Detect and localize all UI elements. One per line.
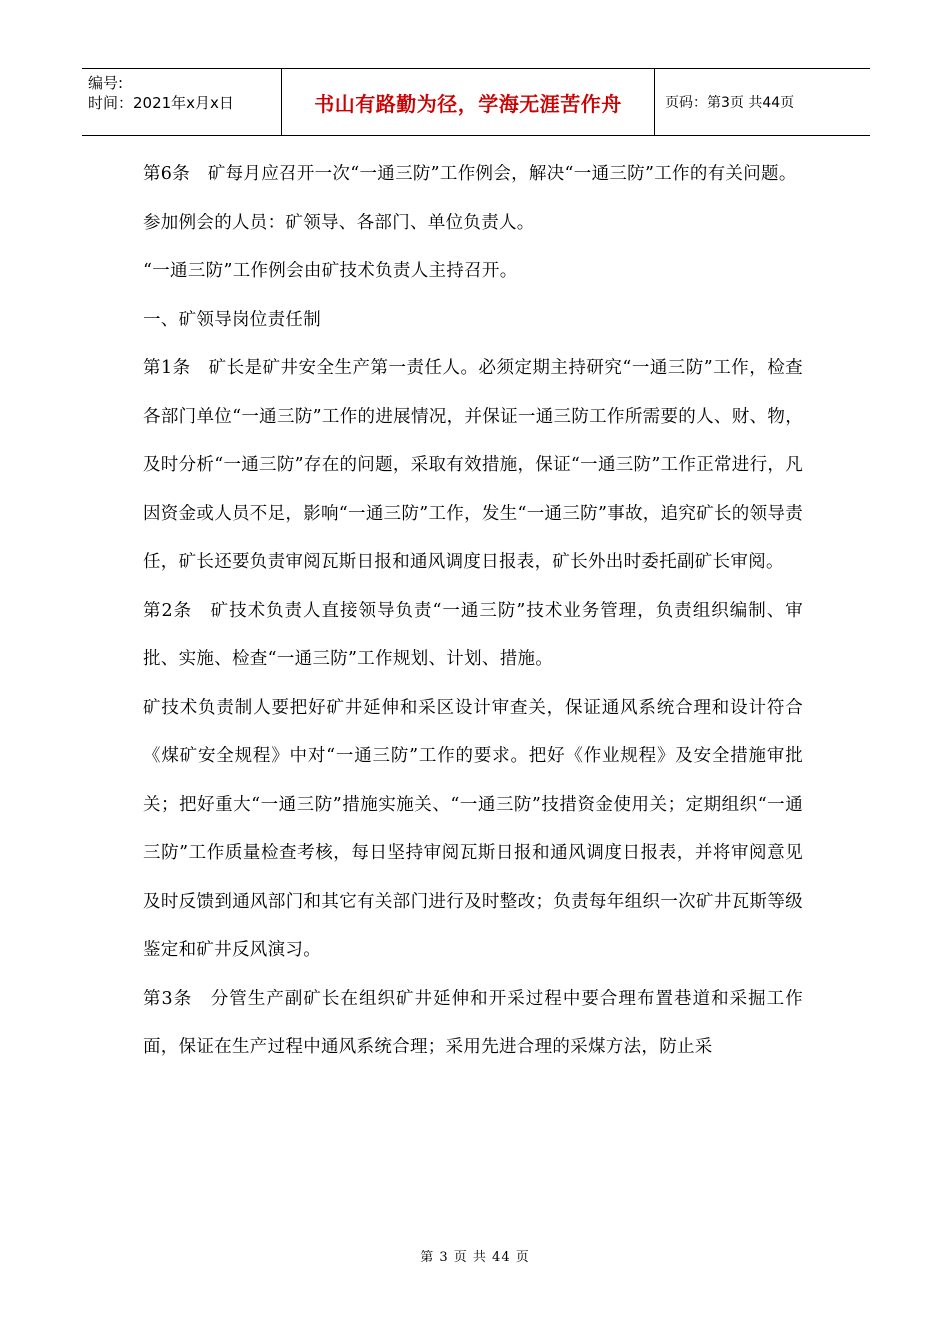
header-meta-cell xyxy=(82,69,282,135)
paragraph-meeting-host: “一通三防”工作例会由矿技术负责人主持召开。 xyxy=(143,261,518,281)
page-footer: 第 3 页 共 44 页 xyxy=(420,1250,530,1265)
paragraph-attendees: 参加例会的人员：矿领导、各部门、单位负责人。 xyxy=(143,212,535,233)
document-body xyxy=(143,150,803,1072)
paragraph-article-2: 第2条 矿技术负责人直接领导负责“一通三防”技术业务管理，负责组织编制、审批、实施、检查“一通三防”工作规划、计划、措施。 xyxy=(143,600,803,669)
header-page-cell xyxy=(655,69,870,135)
paragraph-technical-lead: 矿技术负责制人要把好矿井延伸和采区设计审查关，保证通风系统合理和设计符合《煤矿安全规程》中对“一通三防”工作的要求。把好《作业规程》及安全措施审批关；把好重大“一通三防”措施实施关、“一通三防”技措资金使用关；定期组织“一通三防”工作质量检查考核，每日坚持审阅瓦斯日报和通风调度日报表，并将审阅意见及时反馈到通风部门和其它有关部门进行及时整改；负责每年组织一次矿井瓦斯等级鉴定和矿井反风演习。 xyxy=(143,697,803,960)
header-motto: 书山有路勤为径，学海无涯苦作舟 xyxy=(314,91,622,116)
section-heading: 一、矿领导岗位责任制 xyxy=(143,309,321,330)
header-motto-cell xyxy=(282,69,655,135)
paragraph-article-1: 第1条 矿长是矿井安全生产第一责任人。必须定期主持研究“一通三防”工作，检查各部门单位“一通三防”工作的进展情况，并保证一通三防工作所需要的人、财、物，及时分析“一通三防”存在的问题，采取有效措施，保证“一通三防”工作正常进行，凡因资金或人员不足，影响“一通三防”工作，发生“一通三防”事故，追究矿长的领导责任，矿长还要负责审阅瓦斯日报和通风调度日报表，矿长外出时委托副矿长审阅。 xyxy=(143,358,803,572)
document-time-label: 时间：2021年x月x日 xyxy=(88,94,234,112)
document-number-label: 编号: xyxy=(88,74,124,92)
paragraph-article-6: 第6条 矿每月应召开一次“一通三防”工作例会，解决“一通三防”工作的有关问题。 xyxy=(143,164,797,184)
document-header xyxy=(82,68,870,136)
header-page-info: 页码：第3页 共44页 xyxy=(665,95,795,111)
paragraph-article-3: 第3条 分管生产副矿长在组织矿井延伸和开采过程中要合理布置巷道和采掘工作面，保证在生产过程中通风系统合理；采用先进合理的采煤方法，防止采 xyxy=(143,988,803,1057)
